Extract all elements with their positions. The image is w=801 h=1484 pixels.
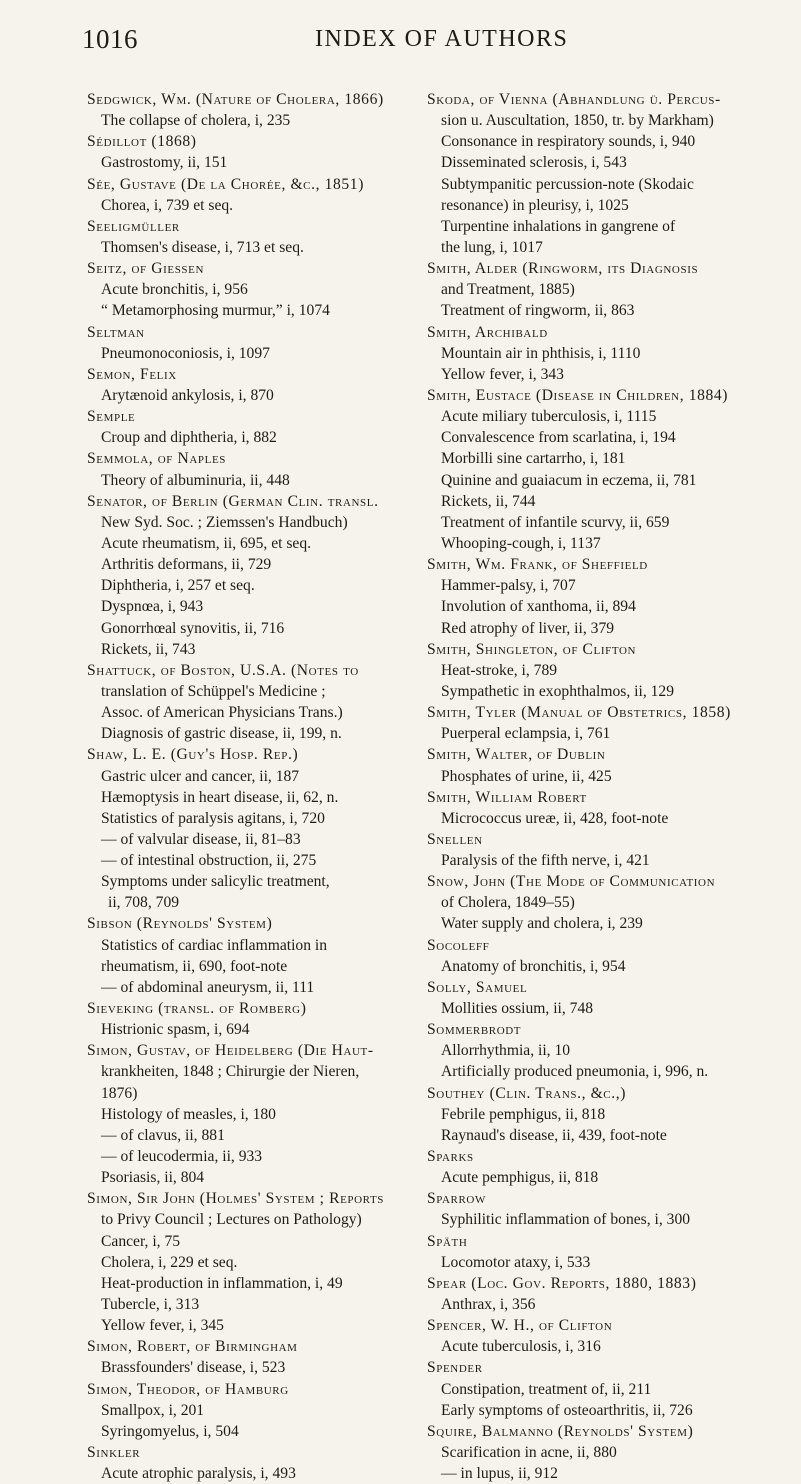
index-entry-line: Thomsen's disease, i, 713 et seq. xyxy=(101,238,304,256)
index-entry-line: rheumatism, ii, 690, foot-note xyxy=(101,957,288,975)
index-entry-heading: Sommerbrodt xyxy=(427,1021,522,1039)
index-entry-line: Heat-stroke, i, 789 xyxy=(441,661,558,679)
index-entry-line: Smallpox, i, 201 xyxy=(101,1401,205,1419)
index-entry-heading: Solly, Samuel xyxy=(427,978,528,996)
index-entry-heading: Simon, Sir John (Holmes' System ; Reports xyxy=(87,1190,384,1208)
index-entry-line: Locomotor ataxy, i, 533 xyxy=(441,1253,591,1271)
index-entry-line: Diphtheria, i, 257 et seq. xyxy=(101,577,255,595)
index-entry-line: sion u. Auscultation, 1850, tr. by Markham) xyxy=(441,112,714,130)
index-entry-line: Treatment of ringworm, ii, 863 xyxy=(441,302,635,320)
index-entry-heading: Späth xyxy=(427,1232,468,1250)
index-entry-line: Assoc. of American Physicians Trans.) xyxy=(101,704,343,722)
index-entry-line: Mollities ossium, ii, 748 xyxy=(441,1000,594,1018)
index-entry-line: Syphilitic inflammation of bones, i, 300 xyxy=(441,1211,691,1229)
index-entry-line: Statistics of paralysis agitans, i, 720 xyxy=(101,809,325,827)
index-entry-heading: Shattuck, of Boston, U.S.A. (Notes to xyxy=(87,661,359,679)
index-entry-heading: Semmola, of Naples xyxy=(87,450,226,468)
index-entry-line: Croup and diphtheria, i, 882 xyxy=(101,429,277,447)
index-entry-line: Acute tuberculosis, i, 316 xyxy=(441,1338,601,1356)
index-entry-line: krankheiten, 1848 ; Chirurgie der Nieren, xyxy=(101,1063,360,1081)
index-entry-line: Puerperal eclampsia, i, 761 xyxy=(441,725,611,743)
page-header xyxy=(0,24,801,64)
index-entry-line: Heat-production in inflammation, i, 49 xyxy=(101,1274,343,1292)
index-entry-line: Constipation, treatment of, ii, 211 xyxy=(441,1380,652,1398)
index-entry-heading: Spear (Loc. Gov. Reports, 1880, 1883) xyxy=(427,1274,697,1292)
index-entry-line: Syringomyelus, i, 504 xyxy=(101,1422,239,1440)
page-number: 1016 xyxy=(82,24,138,54)
index-entry-line: translation of Schüppel's Medicine ; xyxy=(101,682,326,700)
index-entry-line: Acute miliary tuberculosis, i, 1115 xyxy=(441,408,657,426)
index-entry-heading: Smith, Wm. Frank, of Sheffield xyxy=(427,556,648,574)
index-column-left xyxy=(87,89,405,1484)
index-entry-heading: Semple xyxy=(87,408,136,426)
index-entry-line: Gastric ulcer and cancer, ii, 187 xyxy=(101,767,300,785)
index-entry-line: Acute bronchitis, i, 956 xyxy=(101,281,248,299)
index-entry-line: Paralysis of the fifth nerve, i, 421 xyxy=(441,852,650,870)
index-entry-line: — of clavus, ii, 881 xyxy=(101,1126,225,1144)
index-entry-heading: Sée, Gustave (De la Chorée, &c., 1851) xyxy=(87,175,364,193)
index-entry-line: Disseminated sclerosis, i, 543 xyxy=(441,154,627,172)
index-entry-heading: Southey (Clin. Trans., &c.,) xyxy=(427,1084,627,1102)
index-entry-line: — of intestinal obstruction, ii, 275 xyxy=(101,852,317,870)
index-entry-line: Histrionic spasm, i, 694 xyxy=(101,1021,250,1039)
index-entry-heading: Smith, Alder (Ringworm, its Diagnosis xyxy=(427,260,699,278)
index-entry-heading: Spencer, W. H., of Clifton xyxy=(427,1317,613,1335)
index-entry-heading: Sinkler xyxy=(87,1444,141,1461)
index-entry-heading: Sédillot (1868) xyxy=(87,133,197,151)
index-entry-line: Allorrhythmia, ii, 10 xyxy=(441,1042,571,1060)
index-entry-line: of Cholera, 1849–55) xyxy=(441,894,575,912)
index-entry-heading: Smith, Shingleton, of Clifton xyxy=(427,640,637,658)
index-entry-heading: Shaw, L. E. (Guy's Hosp. Rep.) xyxy=(87,746,299,764)
index-entry-line: Pneumonoconiosis, i, 1097 xyxy=(101,344,270,362)
index-entry-heading: Smith, William Robert xyxy=(427,788,587,806)
index-entry-line: Rickets, ii, 743 xyxy=(101,640,196,658)
index-entry-line: Scarification in acne, ii, 880 xyxy=(441,1444,617,1461)
index-entry-heading: Socoleff xyxy=(427,936,490,954)
index-entry-line: Psoriasis, ii, 804 xyxy=(101,1169,205,1187)
index-entry-line: Yellow fever, i, 345 xyxy=(101,1317,224,1335)
index-entry-line: resonance) in pleurisy, i, 1025 xyxy=(441,196,629,214)
index-entry-line: Anthrax, i, 356 xyxy=(441,1296,536,1314)
index-entry-line: Raynaud's disease, ii, 439, foot-note xyxy=(441,1126,667,1144)
index-entry-line: Chorea, i, 739 et seq. xyxy=(101,196,234,214)
index-entry-line: Consonance in respiratory sounds, i, 940 xyxy=(441,133,696,151)
index-entry-line: Micrococcus ureæ, ii, 428, foot-note xyxy=(441,809,669,827)
index-entry-line: Theory of albuminuria, ii, 448 xyxy=(101,471,290,489)
index-entry-heading: Sibson (Reynolds' System) xyxy=(87,915,273,933)
index-entry-line: the lung, i, 1017 xyxy=(441,238,543,256)
index-entry-line: Symptoms under salicylic treatment, xyxy=(101,873,330,891)
index-entry-line: Turpentine inhalations in gangrene of xyxy=(441,217,676,235)
index-entry-line: Rickets, ii, 744 xyxy=(441,492,536,510)
index-entry-line: Convalescence from scarlatina, i, 194 xyxy=(441,429,676,447)
index-entry-line: Yellow fever, i, 343 xyxy=(441,365,564,383)
index-entry-line: Cholera, i, 229 et seq. xyxy=(101,1253,238,1271)
index-entry-heading: Seeligmüller xyxy=(87,217,180,235)
index-entry-heading: Sparks xyxy=(427,1148,474,1166)
index-entry-heading: Skoda, of Vienna (Abhandlung ü. Percus- xyxy=(427,91,721,108)
index-entry-heading: Spender xyxy=(427,1359,483,1377)
index-entry-line: The collapse of cholera, i, 235 xyxy=(101,112,291,130)
index-entry-line: 1876) xyxy=(101,1084,138,1102)
index-entry-line: Sympathetic in exophthalmos, ii, 129 xyxy=(441,682,675,700)
index-entry-heading: Smith, Archibald xyxy=(427,323,548,341)
index-entry-line: Early symptoms of osteoarthritis, ii, 726 xyxy=(441,1401,693,1419)
index-entry-heading: Sparrow xyxy=(427,1190,486,1208)
index-entry-heading: Seitz, of Giessen xyxy=(87,260,204,278)
index-entry-heading: Simon, Theodor, of Hamburg xyxy=(87,1380,289,1398)
index-entry-line: and Treatment, 1885) xyxy=(441,281,575,299)
index-entry-line: Red atrophy of liver, ii, 379 xyxy=(441,619,615,637)
index-entry-line: Quinine and guaiacum in eczema, ii, 781 xyxy=(441,471,697,489)
index-entry-line: Arytænoid ankylosis, i, 870 xyxy=(101,386,274,404)
index-entry-line: “ Metamorphosing murmur,” i, 1074 xyxy=(101,302,330,320)
index-entry-line: Morbilli sine cartarrho, i, 181 xyxy=(441,450,626,468)
index-entry-line: Acute rheumatism, ii, 695, et seq. xyxy=(101,534,312,552)
index-entry-line: Histology of measles, i, 180 xyxy=(101,1105,276,1123)
index-entry-line: Diagnosis of gastric disease, ii, 199, n. xyxy=(101,725,342,743)
index-entry-line: Gonorrhœal synovitis, ii, 716 xyxy=(101,619,285,637)
index-column-right xyxy=(427,89,757,1484)
index-entry-line: — of valvular disease, ii, 81–83 xyxy=(101,830,301,848)
index-entry-line: Arthritis deformans, ii, 729 xyxy=(101,556,272,574)
index-entry-line: to Privy Council ; Lectures on Pathology) xyxy=(101,1211,362,1229)
index-entry-line: Involution of xanthoma, ii, 894 xyxy=(441,598,636,616)
index-entry-heading: Sieveking (transl. of Romberg) xyxy=(87,1000,307,1018)
index-entry-line: Water supply and cholera, i, 239 xyxy=(441,915,643,933)
index-entry-line: Hæmoptysis in heart disease, ii, 62, n. xyxy=(101,788,339,806)
index-entry-line: Treatment of infantile scurvy, ii, 659 xyxy=(441,513,670,531)
index-entry-line: Subtympanitic percussion-note (Skodaic xyxy=(441,175,694,193)
index-entry-line: Whooping-cough, i, 1137 xyxy=(441,534,601,552)
index-entry-line: — of leucodermia, ii, 933 xyxy=(101,1148,263,1166)
index-entry-line: Tubercle, i, 313 xyxy=(101,1296,200,1314)
index-entry-line: New Syd. Soc. ; Ziemssen's Handbuch) xyxy=(101,513,348,531)
index-entry-line: Acute pemphigus, ii, 818 xyxy=(441,1169,599,1187)
index-entry-line: Dyspnœa, i, 943 xyxy=(101,598,204,616)
index-entry-line: Cancer, i, 75 xyxy=(101,1232,181,1250)
index-entry-line: Artificially produced pneumonia, i, 996, n. xyxy=(441,1063,709,1081)
index-entry-heading: Snow, John (The Mode of Communication xyxy=(427,873,716,891)
index-entry-line: Febrile pemphigus, ii, 818 xyxy=(441,1105,606,1123)
index-entry-line: ii, 708, 709 xyxy=(108,894,180,912)
index-entry-heading: Senator, of Berlin (German Clin. transl. xyxy=(87,492,379,510)
index-entry-heading: Smith, Eustace (Disease in Children, 1884) xyxy=(427,386,729,404)
index-entry-line: Gastrostomy, ii, 151 xyxy=(101,154,228,172)
index-entry-heading: Sedgwick, Wm. (Nature of Cholera, 1866) xyxy=(87,91,384,108)
index-entry-line: — of abdominal aneurysm, ii, 111 xyxy=(101,978,315,996)
index-entry-heading: Squire, Balmanno (Reynolds' System) xyxy=(427,1422,694,1440)
index-entry-heading: Snellen xyxy=(427,830,483,848)
index-entry-heading: Smith, Tyler (Manual of Obstetrics, 1858) xyxy=(427,704,731,722)
index-entry-line: — in lupus, ii, 912 xyxy=(441,1465,558,1483)
index-entry-heading: Seltman xyxy=(87,323,145,341)
index-entry-line: Statistics of cardiac inflammation in xyxy=(101,936,328,954)
index-entry-line: Brassfounders' disease, i, 523 xyxy=(101,1359,286,1377)
index-entry-line: Anatomy of bronchitis, i, 954 xyxy=(441,957,626,975)
index-entry-line: Acute atrophic paralysis, i, 493 xyxy=(101,1465,296,1483)
index-entry-line: Hammer-palsy, i, 707 xyxy=(441,577,576,595)
index-entry-heading: Simon, Robert, of Birmingham xyxy=(87,1338,298,1356)
index-entry-line: Phosphates of urine, ii, 425 xyxy=(441,767,612,785)
index-entry-heading: Semon, Felix xyxy=(87,365,177,383)
running-title: INDEX OF AUTHORS xyxy=(315,26,569,52)
index-entry-heading: Smith, Walter, of Dublin xyxy=(427,746,606,764)
index-entry-heading: Simon, Gustav, of Heidelberg (Die Haut- xyxy=(87,1042,374,1060)
index-entry-line: Mountain air in phthisis, i, 1110 xyxy=(441,344,641,362)
